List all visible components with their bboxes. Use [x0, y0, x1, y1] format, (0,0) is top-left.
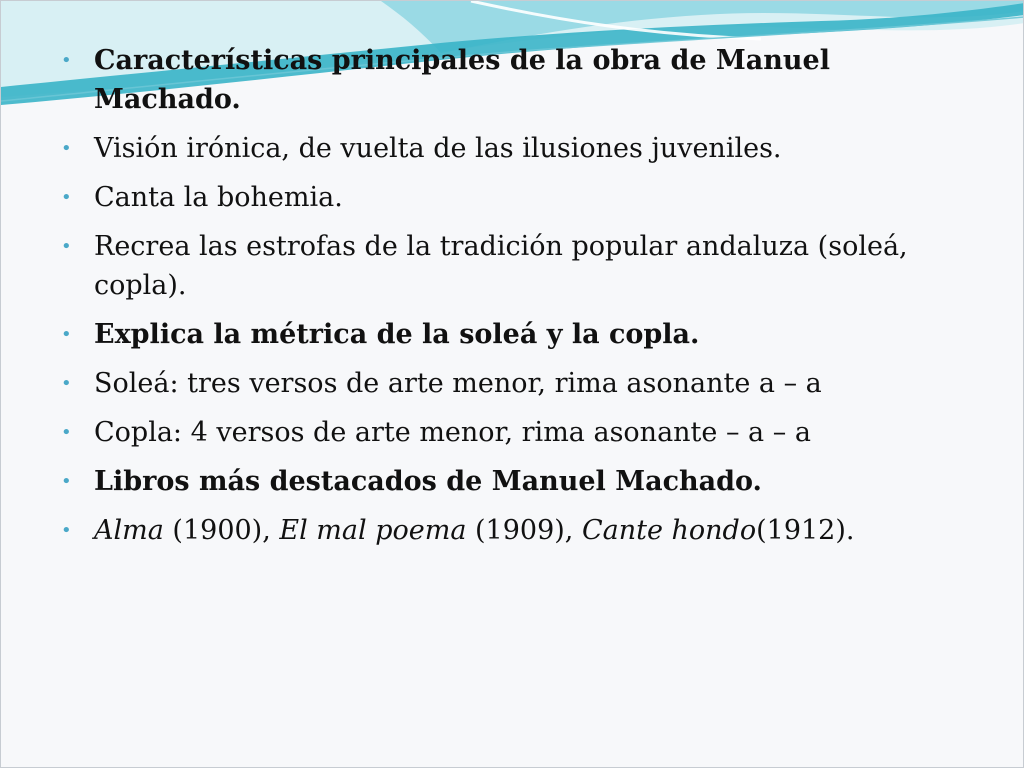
- bullet-text: Canta la bohemia.: [94, 182, 343, 213]
- bullet-dot-icon: •: [61, 138, 72, 159]
- bullet-dot-icon: •: [61, 236, 72, 257]
- bullet-dot-icon: •: [61, 187, 72, 208]
- bullet-item: [59, 227, 959, 305]
- bullet-text: Copla: 4 versos de arte menor, rima asonante – a – a: [94, 417, 811, 448]
- bullet-text: Visión irónica, de vuelta de las ilusiones juveniles.: [94, 133, 782, 164]
- bullet-dot-icon: •: [61, 471, 72, 492]
- bullet-item: [59, 364, 959, 403]
- bullet-item: [59, 41, 959, 119]
- bullet-dot-icon: •: [61, 422, 72, 443]
- bullet-list: [59, 41, 959, 560]
- bullet-dot-icon: •: [61, 373, 72, 394]
- book-title-alma: Alma: [94, 515, 164, 546]
- bullet-text: Soleá: tres versos de arte menor, rima asonante a – a: [94, 368, 822, 399]
- bullet-item-books: [59, 511, 959, 550]
- bullet-item: [59, 413, 959, 452]
- bullet-text: Características principales de la obra de Manuel Machado.: [94, 45, 830, 115]
- book-year-cante-hondo: (1912).: [756, 515, 855, 546]
- bullet-item: [59, 462, 959, 501]
- bullet-dot-icon: •: [61, 324, 72, 345]
- bullet-item: [59, 315, 959, 354]
- book-year-el-mal-poema: (1909),: [466, 515, 582, 546]
- book-year-alma: (1900),: [163, 515, 280, 546]
- book-title-el-mal-poema: El mal poema: [279, 515, 467, 546]
- bullet-text: Recrea las estrofas de la tradición popular andaluza (soleá, copla).: [94, 231, 908, 301]
- bullet-item: [59, 129, 959, 168]
- bullet-dot-icon: •: [61, 50, 72, 71]
- bullet-text: Libros más destacados de Manuel Machado.: [94, 466, 762, 497]
- bullet-text: Explica la métrica de la soleá y la copla.: [94, 319, 700, 350]
- book-title-cante-hondo: Cante hondo: [581, 515, 757, 546]
- bullet-dot-icon: •: [61, 520, 72, 541]
- bullet-item: [59, 178, 959, 217]
